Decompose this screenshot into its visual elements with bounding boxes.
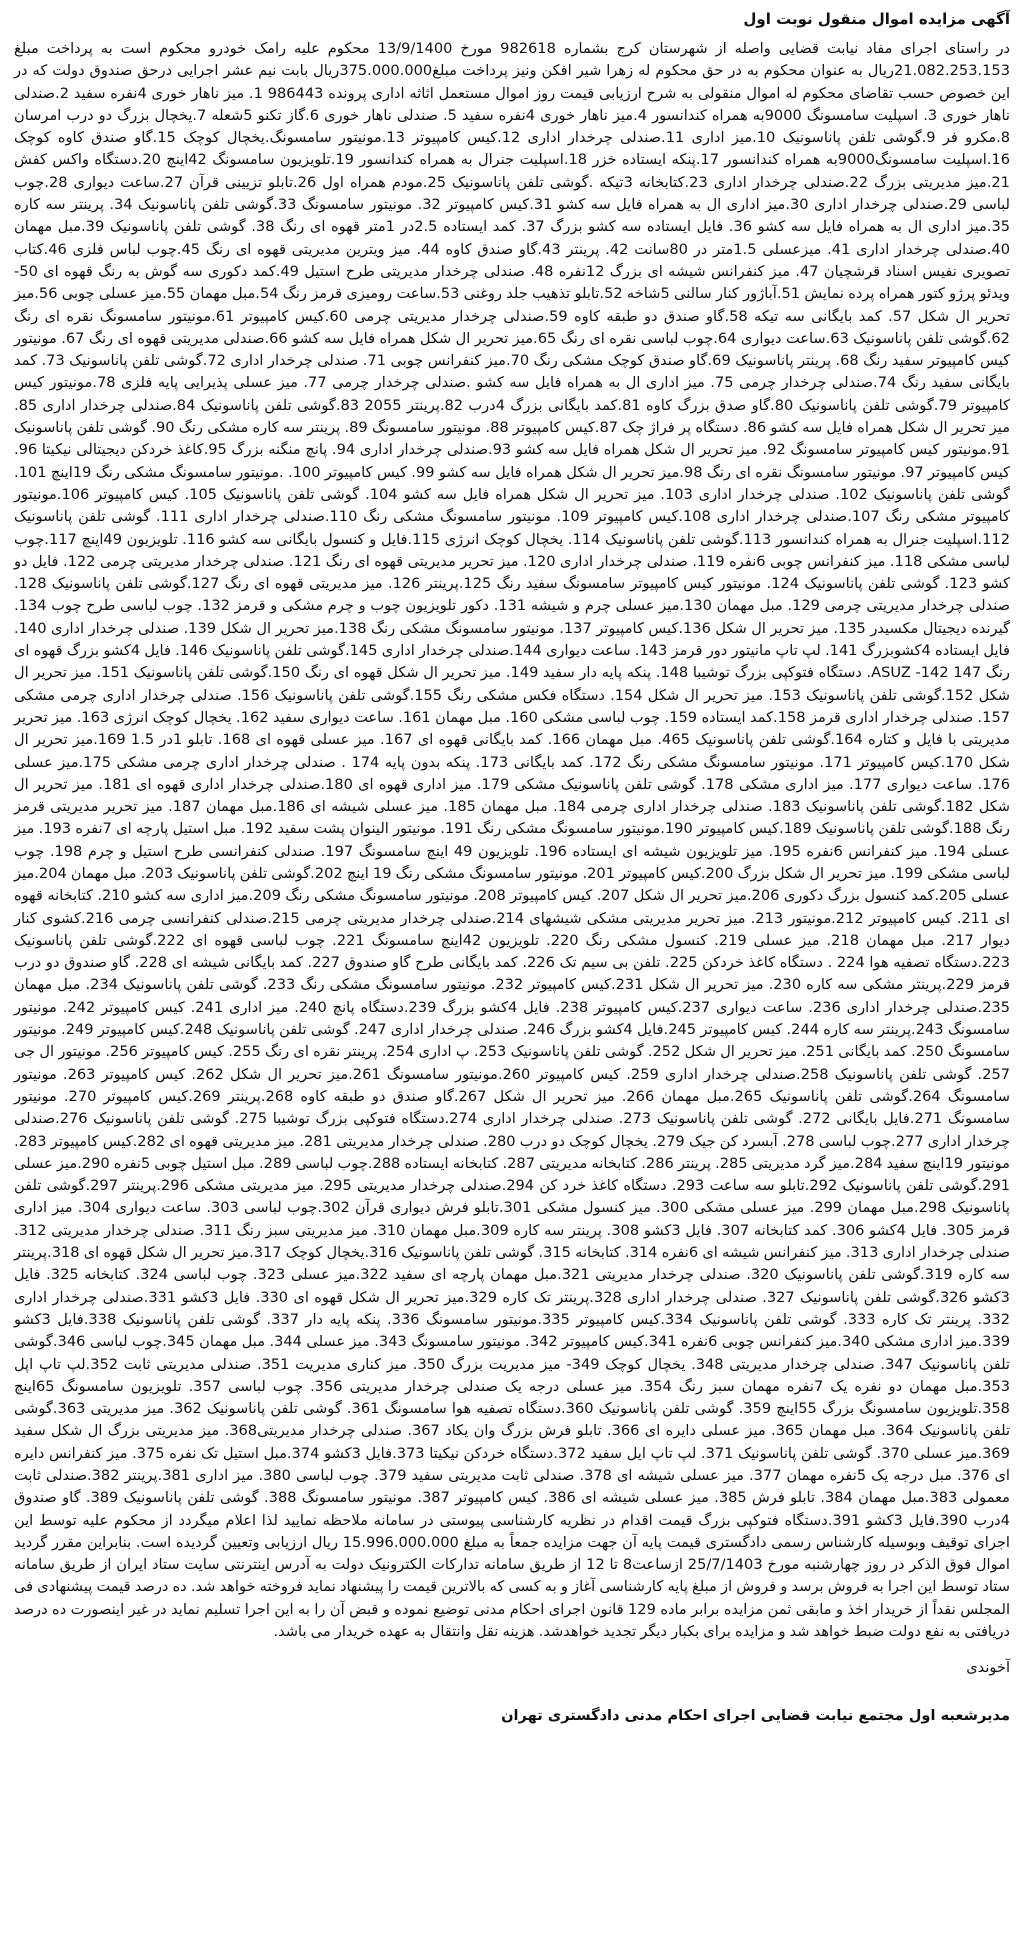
signature-line: مدیرشعبه اول مجتمع نیابت قضایی اجرای احکام مدنی دادگستری تهران (501, 1707, 1010, 1725)
notice-body: در راستای اجرای مفاد نیابت قضایی واصله از شهرستان کرج بشماره 982618 مورخ 13/9/1400 محکوم علیه رامک خودرو محکوم است به پرداخت مبلغ 21.082.253.153ریال به عنوان محکوم به در حق محکوم له زهرا شیر افکن ونیز پرداخت مبلغ375.000.000ریال بابت نیم عشر اجرایی درحق صندوق دولت که در این خصوص حسب تقاضای محکوم له اموال منقولی به شرح ارزیابی قیمت روز اموال مستعمل اثاثه اداری پرونده 986443 1. میز ناهار خوری 4نفره سفید 2.صندلی ناهار خوری 3. اسپلیت سامسونگ 9000به همراه کندانسور 4.میز ناهار خوری 4نفره سفید 5. صندلی ناهار خوری 6.گاز تکنو 5شعله 7.یخچال بزرگ دو درب امرسان 8.مکرو فر 9.گوشی تلفن پاناسونیک 10.میز اداری 11.صندلی چرخدار اداری 12.کیس کامپیوتر 13.مونیتور سامسونگ.یخچال کوچک 15.گاو صندق کاوه کوچک 16.اسپلیت سامسونگ9000به همراه کندانسور 17.پنکه ایستاده خزر 18.اسپلیت جنرال به همراه کندانسور 19.تلویزیون سامسونگ 42اینچ 20.دستگاه واکس کفش 21.میز مدیریتی بزرگ 22.صندلی چرخدار اداری 23.کتابخانه 3تیکه .گوشی تلفن پاناسونیک 25.مودم همراه اول 26.تابلو تزیینی قرآن 27.ساعت دیواری 28.چوب لباسی 29.صندلی چرخدار اداری 30.میز اداری ال به همراه فایل سه کشو 31.کیس کامپیوتر 32. مونیتور سامسونگ 33.گوشی تلفن پاناسونیک 34. پرینتر سه کاره 35.میز اداری ال به همراه فایل سه کشو 36. فایل ایستاده سه کشو بزرگ 37. کمد ایستاده 2.5در 1متر قهوه ای رنگ 38. گوشی تلفن پاناسونیک 39.مبل مهمان 40.صندلی چرخدار اداری 41. میزعسلی 1.5متر در 80سانت 42. پرینتر 43.گاو صندق کاوه 44. میز ویترین مدیریتی قهوه ای رنگ 45.چوب لباس فلزی 46.کتاب تصویری نفیس اسناد قرشچیان 47. میز کنفرانس شیشه ای بزرگ 12نفره 48. صندلی چرخدار مدیریتی طرح استیل 49.کمد دکوری سه گوش به رنگ قهوه ای 50-ویدئو پرژو کتور همراه پرده نمایش 51.آباژور کنار سالنی 5شاخه 52.تابلو تذهیب جلد روغنی 53.ساعت رومیزی قرمز رنگ 54.مبل مهمان 55.میز عسلی چوبی 56.میز تحریر ال شکل 57. کمد بایگانی سه تیکه 58.گاو صندق دو طبقه کاوه 59.صندلی چرخدار مدیریتی چرمی 60.کیس کامپیوتر 61.مونیتور سامسونگ نقره ای رنگ 62.گوشی تلفن پاناسونیک 63.ساعت دیواری 64.چوب لباسی نقره ای رنگ 65.میز تحریر ال شکل همراه فایل سه کشو 66.صندلی مدیریتی قهوه ای رنگ 67. مونیتور کیس کامپیوتر سفید رنگ 68. پرینتر پاناسونیک 69.گاو صندق کوچک مشکی رنگ 70.میز کنفرانس چوبی 71. صندلی چرخدار اداری 72.گوشی تلفن پاناسونیک 73. کمد بایگانی سفید رنگ 74.صندلی چرخدار چرمی 75. میز اداری ال به همراه فایل سه کشو .صندلی چرخدار چرمی 77. میز عسلی پذیرایی پایه فلزی 78.مونیتور کیس کامپیوتر 79.گوشی تلفن پاناسونیک 80.گاو صدق بزرگ کاوه 81.کمد بایگانی بزرگ 4درب 82.پرینتر 2055 83.گوشی تلفن پاناسونیک 84.صندلی چرخدار اداری 85. میز تحریر ال شکل همراه فایل سه کشو 86. دستگاه پر فراژ چک 87.کیس کامپیوتر 88. مونیتور سامسونگ 89. پرینتر سه کاره مشکی رنگ 90. گوشی تلفن پاناسونیک 91.مونیتور کیس کامپیوتر سامسونگ 92. میز تحریر ال شکل همراه فایل سه کشو 93.صندلی چرخدار اداری 94. پانچ منگنه بزرگ 95.کاغذ خردکن دیجیتالی نیکیتا 96. کیس کامپیوتر 97. مونیتور سامسونگ نقره ای رنگ 98.میز تحریر ال شکل همراه فایل سه کشو 99. کیس کامپیوتر 100. .مونیتور سامسونگ مشکی رنگ 19اینچ 101. گوشی تلفن پاناسونیک 102. صندلی چرخدار اداری 103. میز تحریر ال شکل همراه فایل سه کشو 104. گوشی تلفن پاناسونیک 105. کیس کامپیوتر 106.مونیتور کامپیوتر مشکی رنگ 107.صندلی چرخدار اداری 108.کیس کامپیوتر 109. مونیتور سامسونگ مشکی رنگ 110.صندلی چرخدار اداری 111. گوشی تلفن پاناسونیک 112.اسپلیت جنرال به همراه کندانسور 113.گوشی تلفن پاناسونیک 114. یخچال کوچک انرژی 115.فایل و کنسول بایگانی سه کشو 116. تلویزیون 49اینچ 117.چوب لباسی مشکی 118. میز کنفرانس چوبی 6نفره 119. صندلی چرخدار اداری 120. میز تحریر مدیریتی قهوه ای رنگ 121. صندلی چرخدار مدیریتی چرمی 122. فایل دو کشو 123. گوشی تلفن پاناسونیک 124. مونیتور کیس کامپیوتر سامسونگ سفید رنگ 125.پرینتر 126. میز مدیریتی قهوه ای رنگ 127.گوشی تلفن پاناسونیک 128. صندلی چرخدار مدیریتی چرمی 129. مبل مهمان 130.میز عسلی چرم و شیشه 131. دکور تلویزیون چوب و چرم مشکی و قرمز 132. چوب لباسی طرح چوب 134. گیرنده دیجیتال مکسیدر 135. میز تحریر ال شکل 136.کیس کامپیوتر 137. مونیتور سامسونگ مشکی رنگ 138.میز تحریر ال شکل 139. صندلی چرخدار اداری 140. فایل ایستاده 4کشوبزرگ 141. لپ تاپ مانیتور دور قرمز 143. ساعت دیواری 144.صندلی چرخدار اداری 145.گوشی تلفن پاناسونیک 146. فایل 4کشو بزرگ قهوه ای رنگ ASUZ -142 147. دستگاه فتوکپی بزرگ توشیبا 148. پنکه پایه دار سفید 149. میز تحریر ال شکل قهوه ای رنگ 150.گوشی تلفن پاناسونیک 151. میز تحریر ال شکل 152.گوشی تلفن پاناسونیک 153. میز تحریر ال شکل 154. دستگاه فکس مشکی رنگ 155.گوشی تلفن پاناسونیک 156. صندلی چرخدار اداری چرمی مشکی 157. صندلی چرخدار اداری قرمز 158.کمد ایستاده 159. چوب لباسی مشکی 160. مبل مهمان 161. ساعت دیواری سفید 162. یخچال کوچک انرژی 163. میز تحریر مدیریتی با فایل و کتاره 164.گوشی تلفن پاناسونیک 465. مبل مهمان 166. کمد بایگانی قهوه ای 167. میز عسلی قهوه ای 168. تابلو 1در 1.5 169.میز تحریر ال شکل 170.کیس کامپیوتر 171. مونیتور سامسونگ مشکی رنگ 172. کمد بایگانی 173. پنکه بدون پایه 174 . صندلی چرخدار اداری چرمی مشکی 175.میز عسلی 176. ساعت دیواری 177. میز اداری مشکی 178. گوشی تلفن پاناسونیک مشکی 179. میز اداری قهوه ای 180.صندلی چرخدار اداری قهوه ای 181. میز تحریر ال شکل 182.گوشی تلفن پاناسونیک 183. صندلی چرخدار اداری چرمی 184. مبل مهمان 185. میز عسلی شیشه ای 186.مبل مهمان 187. میز تحریر مدیریتی قرمز رنگ 188.گوشی تلفن پاناسونیک 189.کیس کامپیوتر 190.مونیتور سامسونگ مشکی رنگ 191. مونیتور الینوان پشت سفید 192. مبل استیل پارچه ای 7نفره 193. میز عسلی 194. میز کنفرانس 6نفره 195. میز تلویزیون شیشه ای ایستاده 196. تلویزیون 49 اینچ سامسونگ 197. صندلی کنفرانسی طرح استیل و چرم 198. چوب لباسی مشکی 199. میز تحریر ال شکل بزرگ 200.کیس کامپیوتر 201. مونیتور سامسونگ مشکی رنگ 19 اینچ 202.گوشی تلفن پاناسونیک 203. مبل مهمان 204.میز عسلی 205.کمد کنسول بزرگ دکوری 206.میز تحریر ال شکل 207. کیس کامپیوتر 208. مونیتور سامسونگ مشکی رنگ 209.میز اداری سه کشو 210. کتابخانه قهوه ای 211. کیس کامپیوتر 212.مونیتور 213. میز تحریر مدیریتی مشکی شیشهای 214.صندلی چرخدار مدیریتی چرمی 215.صندلی کنفرانسی چرمی 216.کشوی کنار دیوار 217. مبل مهمان 218. میز عسلی 219. کنسول مشکی رنگ 220. تلویزیون 42اینچ سامسونگ 221. چوب لباسی قهوه ای 222.گوشی تلفن پاناسونیک 223.دستگاه تصفیه هوا 224 . دستگاه کاغذ خردکن 225. تلفن بی سیم تک 226. کمد بایگانی طرح گاو صندوق 227. کمد بایگانی شیشه ای 228. گاو صندوق دو درب قرمز 229.پرینتر مشکی سه کاره 230. میز تحریر ال شکل 231.کیس کامپیوتر 232. مونیتور سامسونگ مشکی رنگ 233. گوشی تلفن پاناسونیک 234. مبل مهمان 235.صندلی چرخدار اداری 236. ساعت دیواری 237.کیس کامپیوتر 238. فایل 4کشو بزرگ 239.دستگاه پانچ 240. میز اداری 241. کیس کامپیوتر 242. مونیتور سامسونگ 243.پرینتر سه کاره 244. کیس کامپیوتر 245.فایل 4کشو بزرگ 246. صندلی چرخدار اداری 247. گوشی تلفن پاناسونیک 248.کیس کامپیوتر 249. مونیتور سامسونگ 250. کمد بایگانی 251. میز تحریر ال شکل 252. گوشی تلفن پاناسونیک 253. پ اداری 254. پرینتر نقره ای رنگ 255. کیس کامپیوتر 256. مونیتور ال جی 257. گوشی تلفن پاناسونیک 258.صندلی چرخدار اداری 259. کیس کامپیوتر 260.مونیتور سامسونگ 261.میز تحریر ال شکل 262. کیس کامپیوتر 263. مونیتور سامسونگ 264.گوشی تلفن پاناسونیک 265.مبل مهمان 266. میز تحریر ال شکل 267.گاو صندق دو طبقه کاوه 268.پرینتر 269.کیس کامپیوتر 270. مونیتور سامسونگ 271.فایل بایگانی 272. گوشی تلفن پاناسونیک 273. صندلی چرخدار اداری 274.دستگاه فتوکپی بزرگ توشیبا 275. گوشی تلفن پاناسونیک 276.صندلی چرخدار اداری 277.چوب لباسی 278. آبسرد کن جیک 279. یخچال کوچک دو درب 280. صندلی چرخدار مدیریتی 281. میز مدیریتی قهوه ای 282.کیس کامپیوتر 283. مونیتور 19اینچ سفید 284.میز گرد مدیریتی 285. پرینتر 286. کتابخانه مدیریتی 287. کتابخانه ایستاده 288.چوب لباسی 289. مبل استیل چوبی 5نفره 290.میز عسلی 291.گوشی تلفن پاناسونیک 292.تابلو سه ساعت 293. دستگاه کاغذ خرد کن 294.صندلی چرخدار مدیریتی 295. میز مدیریتی مشکی 296.پرینتر 297.گوشی تلفن پاناسونیک 298.مبل مهمان 299. میز عسلی مشکی 300. میز کنسول مشکی 301.تابلو فرش دیواری قرآن 302.چوب لباسی 303. ساعت دیواری 304. میز اداری قرمز 305. فایل 4کشو 306. کمد کتابخانه 307. فایل 3کشو 308. پرینتر سه کاره 309.مبل مهمان 310. میز مدیریتی سبز رنگ 311. صندلی چرخدار مدیریتی 312. صندلی چرخدار اداری 313. میز کنفرانس شیشه ای 6نفره 314. کتابخانه 315. گوشی تلفن پاناسونیک 316.یخچال کوچک 317.میز تحریر ال شکل قهوه ای 318.پرینتر سه کاره 319.گوشی تلفن پاناسونیک 320. صندلی چرخدار مدیریتی 321.مبل مهمان پارچه ای سفید 322.میز عسلی 323. چوب لباسی 324. کتابخانه 325. فایل 3کشو 326.گوشی تلفن پاناسونیک 327. صندلی چرخدار اداری 328.پرینتر تک کاره 329.میز تحریر ال شکل قهوه ای 330. فایل 3کشو 331.صندلی چرخدار اداری 332. پرینتر تک کاره 333. گوشی تلفن پاناسونیک 334.کیس کامپیوتر 335.مونیتور سامسونگ 336. پنکه پایه دار 337. گوشی تلفن پاناسونیک 338.فایل 3کشو 339.میز اداری مشکی 340.میز کنفرانس چوبی 6نفره 341.کیس کامپیوتر 342. مونیتور سامسونگ 343. میز عسلی 344. مبل مهمان 345.چوب لباسی 346.گوشی تلفن پاناسونیک 347. صندلی چرخدار مدیریتی 348. یخچال کوچک 349- میز مدیریت بزرگ 350. میز کناری مدیریت 351. صندلی مدیریتی ثابت 352.لپ تاپ اپل 353.مبل مهمان دو نفره یک 7نفره مهمان سبز رنگ 354. میز عسلی درجه یک صندلی چرخدار مدیریتی 356. چوب لباسی 357. تلویزیون سامسونگ 65اینچ 358.تلویزیون سامسونگ بزرگ 55اینچ 359. گوشی تلفن پاناسونیک 360.دستگاه تصفیه هوا سامسونگ 361. گوشی تلفن پاناسونیک 362. میز مدیریتی 363.گوشی تلفن پاناسونیک 364. مبل مهمان 365. میز عسلی دایره ای 366. تابلو فرش بزرگ وان یکاد 367. صندلی چرخدار مدیریتی368. میز مدیریتی بزرگ ال شکل سفید 369.میز عسلی 370. گوشی تلفن پاناسونیک 371. لپ تاپ ایل سفید 372.دستگاه خردکن نیکیتا 373.فایل 3کشو 374.مبل استیل تک نفره 375. میز کنفرانس دایره ای 376. مبل درجه یک 5نفره مهمان 377. میز عسلی شیشه ای 378. صندلی ثابت مدیریتی سفید 379. چوب لباسی 380. میز اداری 381.پرینتر 382.صندلی ثابت معمولی 383.مبل مهمان 384. تابلو فرش 385. میز عسلی شیشه ای 386. کیس کامپیوتر 387. مونیتور سامسونگ 388. گوشی تلفن پاناسونیک 389. گاو صندوق 4درب 390.فایل 3کشو 391.دستگاه فتوکپی بزرگ قیمت اقدام در نظریه کارشناسی پیوستی در سامانه ملاحظه نمایید لذا اعلام میگردد از محکوم علیه توسط این اجرای توقیف وبوسیله کارشناس رسمی دادگستری قیمت پایه آن جهت مزایده جمعاً به مبلغ 15.996.000.000 ریال ارزیابی وتعیین گردیده است. بنابراین مقرر گردید اموال فوق الذکر در روز چهارشنبه مورخ 25/7/1403 ازساعت8 تا 12 از طریق سامانه تدارکات الکترونیک دولت به آدرس اینترنتی سایت ستاد ایران از طریق سامانه ستاد توسط این اجرا به فروش برسد و فروش از مبلغ پایه کارشناسی آغاز و به کسی که بالاترین قیمت را پیشنهاد نماید فروخته خواهد شد. ده درصد قیمت پیشنهادی فی المجلس نقداً از خریدار اخذ و مابقی ثمن مزایده برابر ماده 129 قانون اجرای احکام مدنی توضیع نموده و قبض آن را به این اجرا تسلیم نماید در غیر اینصورت ده درصد دریافتی به نفع دولت ضبط خواهد شد و مزایده برای بکبار دیگر تجدید خواهدشد. هزینه نقل وانتقال به عهده خریدار می باشد. (14, 40, 1011, 1641)
official-name: آخوندی (966, 1659, 1010, 1677)
notice-title: آگهی مزایده اموال منقول نوبت اول (743, 10, 1010, 28)
